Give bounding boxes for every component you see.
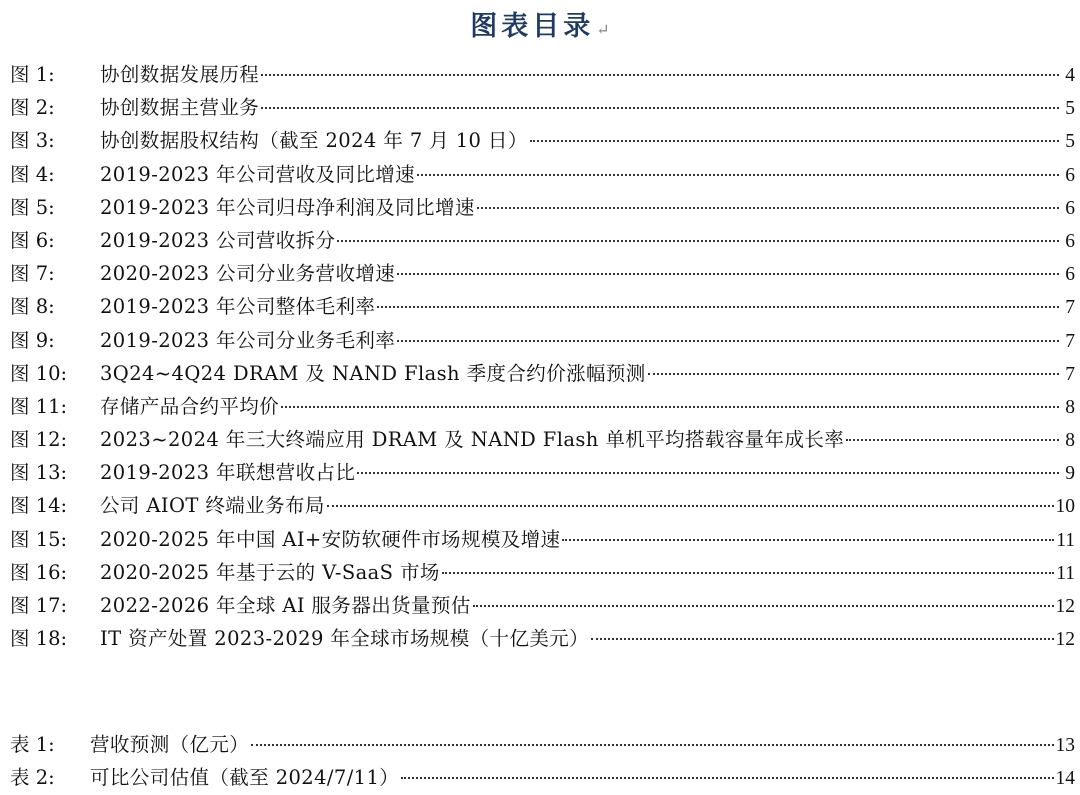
- dot-leader: [261, 74, 1059, 76]
- entry-title[interactable]: 2020-2023 公司分业务营收增速: [100, 262, 396, 286]
- figure-entry[interactable]: [10, 590, 1075, 623]
- entry-page-number[interactable]: 6: [1065, 230, 1075, 252]
- entry-page-number[interactable]: 5: [1065, 98, 1075, 120]
- entry-label: 表 2:: [10, 766, 55, 790]
- entry-title[interactable]: 协创数据发展历程: [100, 63, 260, 86]
- entry-page-number[interactable]: 12: [1055, 629, 1075, 651]
- entry-title[interactable]: 2019-2023 年公司归母净利润及同比增速: [100, 195, 475, 219]
- dot-leader: [251, 744, 1053, 746]
- dot-leader: [397, 273, 1059, 275]
- entry-title[interactable]: 3Q24~4Q24 DRAM 及 NAND Flash 季度合约价涨幅预测: [100, 361, 646, 385]
- entry-page-number[interactable]: 12: [1055, 596, 1075, 617]
- return-mark: ↵: [596, 20, 610, 39]
- table-entry[interactable]: [10, 762, 1075, 795]
- dot-leader: [648, 373, 1059, 375]
- entry-label: 图 10:: [10, 361, 68, 385]
- entry-title[interactable]: 2022-2026 年全球 AI 服务器出货量预估: [100, 594, 471, 617]
- figure-entry[interactable]: [10, 424, 1075, 457]
- entry-title[interactable]: 存储产品合约平均价: [100, 394, 280, 418]
- entry-page-number[interactable]: 6: [1065, 197, 1075, 219]
- entry-label: 图 6:: [10, 228, 55, 252]
- entry-page-number[interactable]: 8: [1065, 396, 1075, 418]
- entry-label: 图 8:: [10, 295, 55, 319]
- dot-leader: [562, 539, 1054, 541]
- entry-label: 图 7:: [10, 262, 55, 286]
- dot-leader: [397, 340, 1059, 342]
- entry-label: 图 5:: [10, 195, 55, 219]
- dot-leader: [357, 472, 1059, 474]
- entry-page-number[interactable]: 4: [1065, 65, 1075, 86]
- entry-title[interactable]: 公司 AIOT 终端业务布局: [100, 494, 325, 518]
- title-text: 图表目录: [470, 11, 595, 42]
- entry-label: 图 1:: [10, 63, 55, 86]
- entry-title[interactable]: 可比公司估值（截至 2024/7/11）: [90, 766, 400, 790]
- entry-label: 图 15:: [10, 527, 68, 551]
- dot-leader: [337, 240, 1059, 242]
- dot-leader: [377, 306, 1059, 308]
- figure-entry[interactable]: [10, 92, 1075, 125]
- entry-label: 图 11:: [10, 394, 68, 418]
- figure-entry[interactable]: [10, 623, 1075, 656]
- entry-title[interactable]: 2019-2023 年联想营收占比: [100, 461, 356, 485]
- entry-label: 图 13:: [10, 461, 68, 485]
- entry-label: 图 18:: [10, 627, 68, 651]
- entry-title[interactable]: 营收预测（亿元）: [90, 733, 250, 756]
- entry-label: 图 4:: [10, 162, 55, 186]
- dot-leader: [530, 140, 1059, 142]
- entry-page-number[interactable]: 7: [1065, 330, 1075, 352]
- entry-title[interactable]: IT 资产处置 2023-2029 年全球市场规模（十亿美元）: [100, 627, 590, 651]
- figure-entry[interactable]: [10, 557, 1075, 590]
- table-entry[interactable]: [10, 729, 1075, 762]
- entry-label: 图 9:: [10, 328, 55, 352]
- dot-leader: [327, 505, 1054, 507]
- dot-leader: [846, 439, 1059, 441]
- entry-label: 表 1:: [10, 733, 55, 756]
- entry-label: 图 14:: [10, 494, 68, 518]
- page-title: [0, 4, 1080, 43]
- entry-title[interactable]: 2023~2024 年三大终端应用 DRAM 及 NAND Flash 单机平均搭载容量年成长率: [100, 428, 845, 452]
- entry-page-number[interactable]: 6: [1065, 264, 1075, 286]
- entry-page-number[interactable]: 5: [1065, 131, 1075, 153]
- entry-label: 图 17:: [10, 594, 68, 617]
- entry-page-number[interactable]: 13: [1055, 735, 1075, 756]
- entry-label: 图 2:: [10, 96, 55, 120]
- entry-label: 图 3:: [10, 129, 55, 153]
- entry-title[interactable]: 协创数据股权结构（截至 2024 年 7 月 10 日）: [100, 129, 528, 153]
- entry-title[interactable]: 2019-2023 年公司整体毛利率: [100, 295, 376, 319]
- dot-leader: [417, 174, 1059, 176]
- dot-leader: [281, 406, 1059, 408]
- entry-title[interactable]: 2019-2023 年公司分业务毛利率: [100, 328, 396, 352]
- entry-page-number[interactable]: 7: [1065, 363, 1075, 385]
- dot-leader: [473, 605, 1054, 607]
- entry-title[interactable]: 2019-2023 年公司营收及同比增速: [100, 162, 416, 186]
- entry-page-number[interactable]: 11: [1056, 529, 1075, 551]
- entry-title[interactable]: 2020-2025 年中国 AI+安防软硬件市场规模及增速: [100, 527, 561, 551]
- figure-entry[interactable]: [10, 258, 1075, 291]
- entry-title[interactable]: 协创数据主营业务: [100, 96, 260, 120]
- entry-page-number[interactable]: 9: [1065, 463, 1075, 485]
- figure-entry[interactable]: [10, 192, 1075, 225]
- figure-entry[interactable]: [10, 225, 1075, 258]
- entry-page-number[interactable]: 7: [1065, 297, 1075, 319]
- figure-entry[interactable]: [10, 457, 1075, 490]
- figure-entry[interactable]: [10, 524, 1075, 557]
- figure-entry[interactable]: [10, 358, 1075, 391]
- entry-page-number[interactable]: 8: [1065, 430, 1075, 452]
- figure-entry[interactable]: [10, 391, 1075, 424]
- dot-leader: [401, 777, 1053, 779]
- figure-entry[interactable]: [10, 490, 1075, 523]
- entry-page-number[interactable]: 11: [1056, 562, 1075, 584]
- figure-entry[interactable]: [10, 325, 1075, 358]
- figure-entry[interactable]: [10, 159, 1075, 192]
- table-list: [10, 729, 1075, 795]
- dot-leader: [591, 638, 1053, 640]
- entry-label: 图 16:: [10, 560, 68, 584]
- entry-page-number[interactable]: 14: [1055, 768, 1075, 790]
- figure-entry[interactable]: [10, 125, 1075, 158]
- entry-page-number[interactable]: 10: [1055, 496, 1075, 518]
- dot-leader: [442, 572, 1054, 574]
- figure-list: [10, 59, 1075, 656]
- entry-title[interactable]: 2020-2025 年基于云的 V-SaaS 市场: [100, 560, 440, 584]
- figure-entry[interactable]: [10, 291, 1075, 324]
- figure-entry[interactable]: [10, 59, 1075, 92]
- entry-title[interactable]: 2019-2023 公司营收拆分: [100, 228, 336, 252]
- entry-label: 图 12:: [10, 428, 68, 452]
- dot-leader: [261, 107, 1059, 109]
- dot-leader: [477, 207, 1059, 209]
- entry-page-number[interactable]: 6: [1065, 164, 1075, 186]
